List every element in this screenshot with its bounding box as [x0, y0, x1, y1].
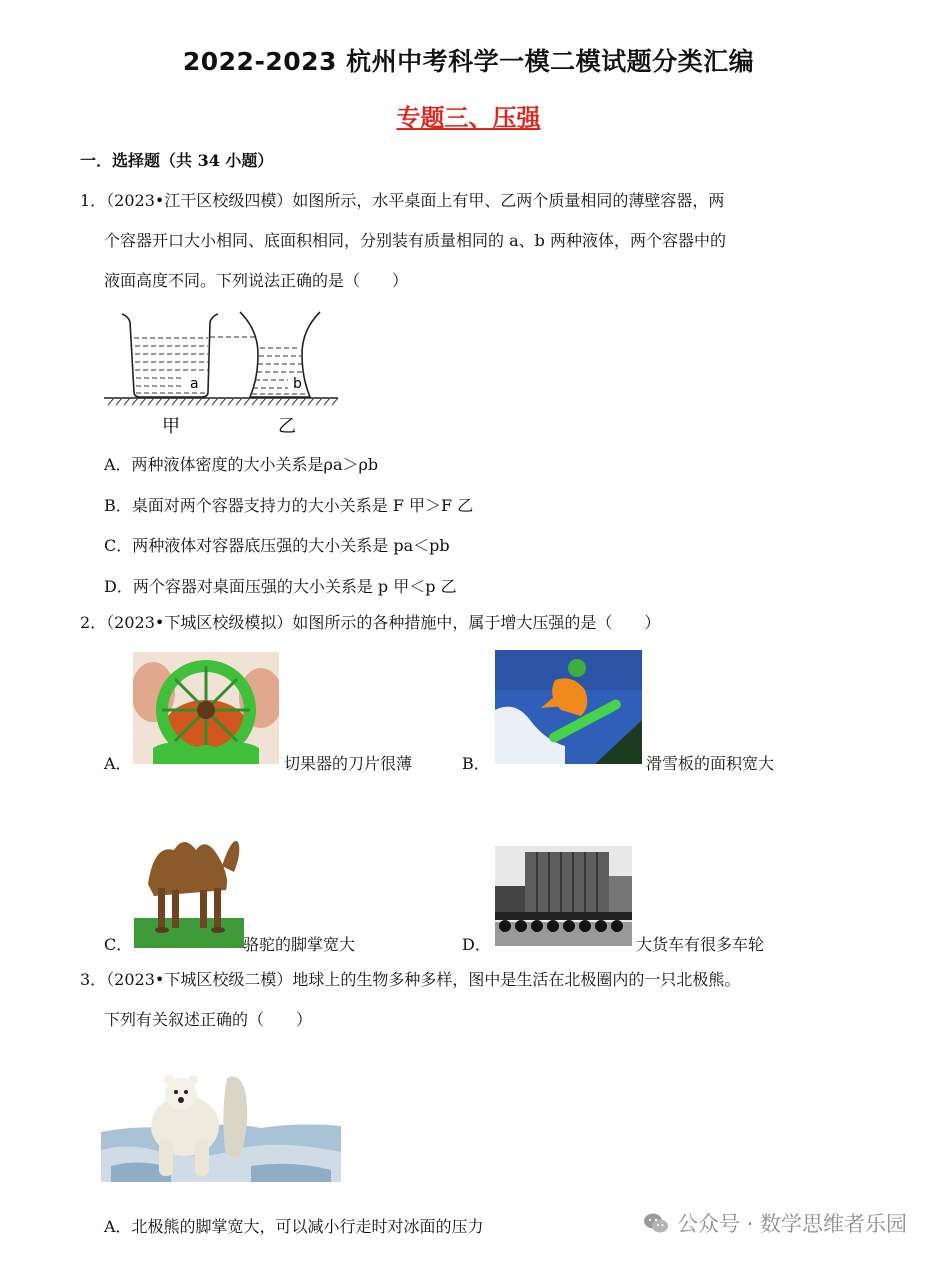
- question-2-option-a-text: 切果器的刀片很薄: [284, 754, 413, 773]
- question-1-option-a: A．两种液体密度的大小关系是ρa＞ρb: [104, 455, 379, 474]
- question-1-line-2: 个容器开口大小相同、底面积相同，分别装有质量相同的 a、b 两种液体，两个容器中的: [104, 231, 726, 250]
- polar-bear-image: [101, 1070, 341, 1182]
- question-1-line-1: 1．（2023•江干区校级四模）如图所示，水平桌面上有甲、乙两个质量相同的薄壁容器，两: [80, 191, 725, 210]
- document-title: 2022-2023 杭州中考科学一模二模试题分类汇编: [182, 47, 755, 76]
- question-3-line-1: 3．（2023•下城区校级二模）地球上的生物多种多样，图中是生活在北极圈内的一只北极熊。: [80, 970, 741, 989]
- question-1-line-3: 液面高度不同。下列说法正确的是（ ）: [104, 271, 409, 290]
- truck-image: [495, 846, 632, 946]
- question-2-option-b-letter: B．: [462, 754, 490, 773]
- question-1-option-d: D．两个容器对桌面压强的大小关系是 p 甲＜p 乙: [104, 577, 457, 596]
- liquid-label-a: a: [190, 376, 199, 392]
- question-3-option-a: A．北极熊的脚掌宽大，可以减小行走时对冰面的压力: [104, 1217, 484, 1236]
- container-label-yi: 乙: [278, 416, 296, 437]
- question-2-option-d-text: 大货车有很多车轮: [636, 935, 765, 954]
- wechat-icon: [643, 1212, 669, 1234]
- question-2-option-b-text: 滑雪板的面积宽大: [646, 754, 775, 773]
- topic-subtitle: 专题三、压强: [396, 104, 541, 132]
- question-2-option-c-text: 骆驼的脚掌宽大: [243, 935, 356, 954]
- question-1-option-c: C．两种液体对容器底压强的大小关系是 pa＜pb: [104, 536, 450, 555]
- snowboard-image: [495, 650, 642, 764]
- section-heading: 一．选择题（共 34 小题）: [80, 151, 274, 170]
- question-2-option-a-letter: A．: [104, 754, 132, 773]
- question-2: [80, 603, 820, 643]
- containers-figure: [100, 308, 350, 440]
- question-3: [80, 960, 820, 1040]
- watermark-text: 公众号 · 数学思维者乐园: [676, 1212, 907, 1236]
- question-2-line-1: 2．（2023•下城区校级模拟）如图所示的各种措施中，属于增大压强的是（ ）: [80, 613, 661, 632]
- question-1-option-b: B．桌面对两个容器支持力的大小关系是 F 甲＞F 乙: [104, 496, 474, 515]
- camel-image: [134, 826, 244, 948]
- watermark: [643, 1208, 907, 1238]
- fruit-cutter-image: [133, 652, 279, 764]
- liquid-label-b: b: [293, 376, 302, 392]
- question-2-option-c-letter: C．: [104, 935, 133, 954]
- question-3-line-2: 下列有关叙述正确的（ ）: [104, 1010, 313, 1029]
- question-1: [80, 181, 820, 301]
- container-label-jia: 甲: [162, 416, 180, 437]
- question-2-option-d-letter: D．: [462, 935, 491, 954]
